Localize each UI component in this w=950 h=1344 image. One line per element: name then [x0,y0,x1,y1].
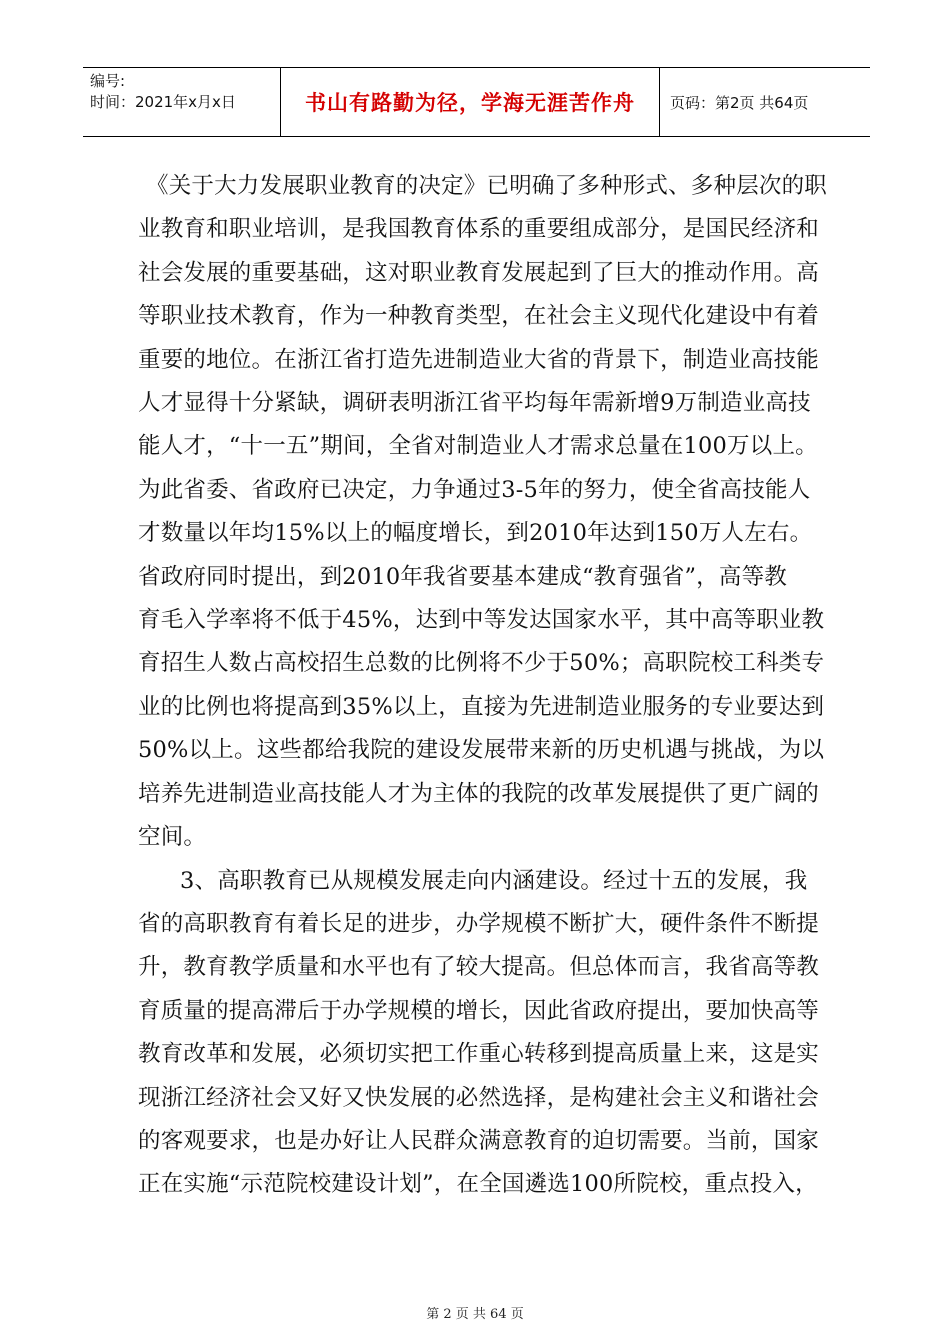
body-line: 社会发展的重要基础，这对职业教育发展起到了巨大的推动作用。高 [138,259,820,286]
header-meta [83,68,281,136]
body-line: 才数量以年均15%以上的幅度增长，到2010年达到150万人左右。 [138,520,813,547]
body-line: 《关于大力发展职业教育的决定》已明确了多种形式、多种层次的职 [146,173,828,199]
body-line: 为此省委、省政府已决定，力争通过3-5年的努力，使全省高技能人 [138,476,811,503]
body-line: 等职业技术教育，作为一种教育类型，在社会主义现代化建设中有着 [138,303,820,330]
page-footer: 第 2 页 共 64 页 [426,1307,524,1322]
document-body [138,165,828,1207]
body-line: 3、高职教育已从规模发展走向内涵建设。经过十五的发展，我 [180,867,808,894]
body-line: 育毛入学率将不低于45%，达到中等发达国家水平，其中高等职业教 [138,607,825,634]
body-line: 的客观要求，也是办好让人民群众满意教育的迫切需要。当前，国家 [138,1127,820,1154]
body-line: 正在实施“示范院校建设计划”，在全国遴选100所院校，重点投入， [138,1171,818,1198]
body-line: 教育改革和发展，必须切实把工作重心转移到提高质量上来，这是实 [138,1041,820,1068]
body-line: 人才显得十分紧缺，调研表明浙江省平均每年需新增9万制造业高技 [138,390,811,417]
document-time-label: 时间：2021年x月x日 [90,93,236,111]
body-line: 育招生人数占高校招生总数的比例将不少于50%；高职院校工科类专 [138,650,825,677]
body-line: 现浙江经济社会又好又快发展的必然选择，是构建社会主义和谐社会 [138,1084,820,1111]
body-line: 省政府同时提出，到2010年我省要基本建成“教育强省”，高等教 [138,563,787,590]
body-line: 空间。 [138,824,207,851]
document-number-label: 编号: [90,72,126,90]
header-motto: 书山有路勤为径，学海无涯苦作舟 [281,68,660,136]
body-line: 业的比例也将提高到35%以上，直接为先进制造业服务的专业要达到 [138,693,825,720]
body-line: 育质量的提高滞后于办学规模的增长，因此省政府提出，要加快高等 [138,997,820,1024]
body-line: 重要的地位。在浙江省打造先进制造业大省的背景下，制造业高技能 [138,346,820,373]
body-line: 50%以上。这些都给我院的建设发展带来新的历史机遇与挑战，为以 [138,737,825,764]
body-line: 升，教育教学质量和水平也有了较大提高。但总体而言，我省高等教 [138,954,820,981]
body-line: 能人才，“十一五”期间，全省对制造业人才需求总量在100万以上。 [138,433,818,460]
header-page-info: 页码：第2页 共64页 [670,93,809,112]
page-header [83,67,870,137]
body-line: 培养先进制造业高技能人才为主体的我院的改革发展提供了更广阔的 [138,780,820,807]
body-line: 业教育和职业培训，是我国教育体系的重要组成部分，是国民经济和 [138,216,820,243]
body-line: 省的高职教育有着长足的进步，办学规模不断扩大，硬件条件不断提 [138,910,820,937]
